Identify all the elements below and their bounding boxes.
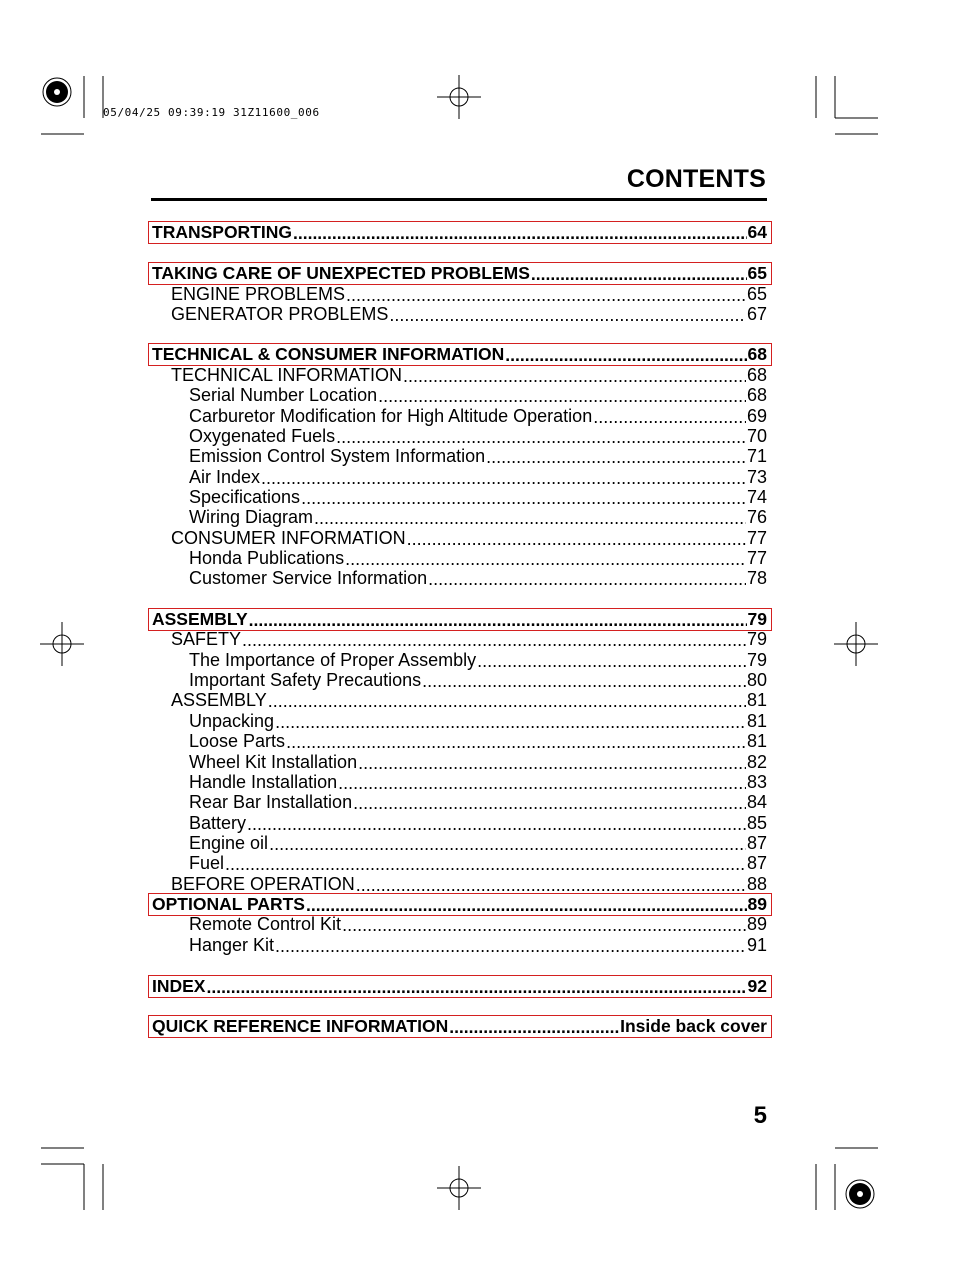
toc-leader-dots [336,428,746,446]
toc-leader-dots [301,489,746,507]
toc-leader-dots [389,306,746,324]
highlight-box [148,343,772,366]
toc-entry[interactable] [189,406,767,426]
toc-entry-title: Engine oil [189,833,269,853]
toc-entry[interactable] [189,914,767,934]
toc-entry-title: OPTIONAL PARTS [152,894,305,914]
toc-entry-page: 81 [746,711,767,731]
toc-entry-title: Remote Control Kit [189,914,342,934]
toc-entry-page: 78 [746,568,767,588]
toc-leader-dots [486,448,746,466]
toc-entry-page: 87 [746,833,767,853]
toc-entry-title: Oxygenated Fuels [189,426,336,446]
toc-entry-page: 92 [747,976,767,996]
toc-entry-page: 89 [747,894,767,914]
toc-entry-title: TRANSPORTING [152,222,292,242]
toc-entry-page: 70 [746,426,767,446]
toc-entry-page: 65 [747,263,767,283]
toc-entry-title: CONSUMER INFORMATION [171,528,406,548]
toc-entry-page: 81 [746,690,767,710]
toc-entry-title: TECHNICAL & CONSUMER INFORMATION [152,344,505,364]
highlight-box [148,221,772,244]
toc-leader-dots [422,672,746,690]
toc-entry-page: 91 [746,935,767,955]
toc-entry-page: 73 [746,467,767,487]
toc-entry-title: QUICK REFERENCE INFORMATION [152,1016,449,1036]
toc-leader-dots [286,733,746,751]
toc-entry-page: 67 [746,304,767,324]
toc-entry-page: 74 [746,487,767,507]
toc-entry-page: 64 [747,222,767,242]
toc-entry-title: Unpacking [189,711,275,731]
toc-entry[interactable] [189,813,767,833]
toc-entry-page: 85 [746,813,767,833]
toc-entry-title: SAFETY [171,629,242,649]
toc-entry-page: Inside back cover [620,1016,767,1036]
toc-leader-dots [268,692,746,710]
toc-entry[interactable] [171,528,767,548]
toc-entry[interactable] [189,853,767,873]
toc-entry[interactable] [189,426,767,446]
toc-leader-dots [403,367,746,385]
toc-leader-dots [269,835,746,853]
toc-entry[interactable] [189,833,767,853]
toc-leader-dots [345,550,746,568]
print-slug: 05/04/25 09:39:19 31Z11600_006 [103,106,320,119]
toc-entry-title: Important Safety Precautions [189,670,422,690]
toc-entry[interactable] [189,731,767,751]
toc-entry[interactable] [189,670,767,690]
toc-entry-page: 77 [746,548,767,568]
toc-entry-title: Wiring Diagram [189,507,314,527]
toc-leader-dots [358,754,746,772]
toc-entry[interactable] [189,507,767,527]
toc-entry[interactable] [171,365,767,385]
toc-entry-title: Hanger Kit [189,935,275,955]
toc-leader-dots [247,815,746,833]
toc-leader-dots [378,387,746,405]
toc-leader-dots [407,530,746,548]
toc-entry-page: 77 [746,528,767,548]
toc-entry[interactable] [171,284,767,304]
toc-leader-dots [428,570,746,588]
toc-entry[interactable] [189,772,767,792]
toc-entry-page: 79 [746,650,767,670]
page-title: CONTENTS [626,165,766,193]
toc-entry-title: Battery [189,813,247,833]
toc-entry-title: ASSEMBLY [171,690,267,710]
toc-entry-title: ASSEMBLY [152,609,248,629]
toc-entry-page: 80 [746,670,767,690]
toc-entry-title: Loose Parts [189,731,286,751]
toc-leader-dots [261,469,746,487]
toc-entry[interactable] [171,304,767,324]
toc-entry[interactable] [189,548,767,568]
toc-leader-dots [342,916,746,934]
toc-leader-dots [275,713,746,731]
toc-entry-page: 68 [746,365,767,385]
toc-leader-dots [225,855,746,873]
toc-entry-title: Wheel Kit Installation [189,752,358,772]
toc-entry-title: TAKING CARE OF UNEXPECTED PROBLEMS [152,263,530,283]
toc-entry-title: INDEX [152,976,206,996]
toc-entry-title: Air Index [189,467,261,487]
toc-entry[interactable] [189,446,767,466]
toc-entry[interactable] [189,385,767,405]
toc-entry-page: 79 [746,629,767,649]
toc-entry-page: 76 [746,507,767,527]
highlight-box [148,975,772,998]
toc-entry[interactable] [189,752,767,772]
toc-entry-page: 83 [746,772,767,792]
toc-entry[interactable] [171,629,767,649]
toc-entry-page: 79 [747,609,767,629]
toc-entry[interactable] [189,711,767,731]
toc-leader-dots [346,286,746,304]
toc-leader-dots [477,652,746,670]
toc-entry-title: Rear Bar Installation [189,792,353,812]
toc-entry-title: Customer Service Information [189,568,428,588]
toc-entry-page: 88 [746,874,767,894]
toc-entry[interactable] [189,792,767,812]
toc-entry-page: 87 [746,853,767,873]
toc-leader-dots [314,509,746,527]
highlight-box [148,1015,772,1038]
toc-entry[interactable] [189,935,767,955]
toc-entry-page: 69 [746,406,767,426]
toc-entry-page: 65 [746,284,767,304]
toc-leader-dots [242,631,746,649]
toc-entry-title: Honda Publications [189,548,345,568]
toc-entry-page: 68 [746,385,767,405]
toc-entry-title: GENERATOR PROBLEMS [171,304,389,324]
toc-entry[interactable] [189,467,767,487]
highlight-box [148,262,772,285]
toc-entry-title: Carburetor Modification for High Altitude Operation [189,406,593,426]
highlight-box [148,893,772,916]
page-number: 5 [753,1102,767,1129]
toc-entry-page: 71 [746,446,767,466]
toc-entry-title: Emission Control System Information [189,446,486,466]
toc-leader-dots [275,937,746,955]
toc-entry-page: 89 [746,914,767,934]
toc-entry-title: BEFORE OPERATION [171,874,355,894]
toc-entry-title: Serial Number Location [189,385,378,405]
toc-entry-page: 84 [746,792,767,812]
toc-entry-title: Specifications [189,487,301,507]
toc-leader-dots [353,794,746,812]
toc-entry[interactable] [189,568,767,588]
toc-leader-dots [593,408,746,426]
toc-entry-title: ENGINE PROBLEMS [171,284,346,304]
toc-entry[interactable] [171,874,767,894]
toc-entry-page: 68 [747,344,767,364]
toc-leader-dots [356,876,746,894]
toc-entry-title: Fuel [189,853,225,873]
toc-entry[interactable] [189,487,767,507]
toc-entry[interactable] [189,650,767,670]
toc-entry-page: 82 [746,752,767,772]
toc-entry-title: TECHNICAL INFORMATION [171,365,403,385]
toc-entry-page: 81 [746,731,767,751]
toc-entry-title: The Importance of Proper Assembly [189,650,477,670]
toc-entry[interactable] [171,690,767,710]
toc-leader-dots [338,774,746,792]
toc-entry-title: Handle Installation [189,772,338,792]
highlight-box [148,608,772,631]
